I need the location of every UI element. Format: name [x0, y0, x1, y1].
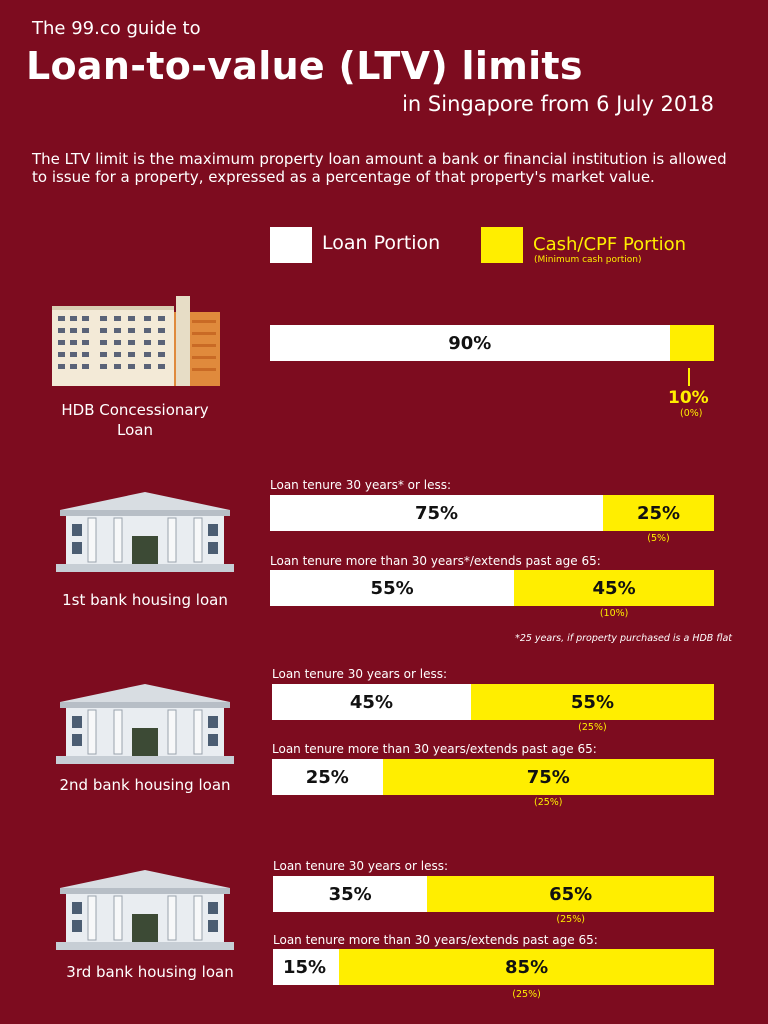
- ltv-bar: [273, 949, 714, 985]
- legend-loan-swatch: [270, 227, 312, 263]
- cash-portion-segment: 65%: [427, 876, 714, 912]
- cash-pointer-line: [688, 368, 690, 386]
- bar-caption: Loan tenure more than 30 years*/extends past age 65:: [270, 554, 601, 568]
- ltv-bar: [272, 759, 714, 795]
- cash-portion-segment: 75%: [383, 759, 715, 795]
- cash-portion-segment: 85%: [339, 949, 714, 985]
- legend-cash-note: (Minimum cash portion): [534, 255, 642, 265]
- category-label-1st: 1st bank housing loan: [62, 591, 228, 609]
- category-label-hdb: [40, 400, 230, 440]
- loan-portion-segment: 15%: [273, 949, 339, 985]
- cash-portion-segment: 25%: [603, 495, 714, 531]
- cash-portion-segment: 45%: [514, 570, 714, 606]
- category-label-line: Loan: [117, 421, 153, 439]
- min-cash-label: (25%): [533, 797, 563, 808]
- cash-portion-segment: [670, 325, 714, 361]
- ltv-bar: [270, 325, 714, 361]
- ltv-bar: [273, 876, 714, 912]
- ltv-bar: [270, 570, 714, 606]
- intro-text: The LTV limit is the maximum property loan amount a bank or financial institution is allowed to issue for a property, expressed as a percentage of that property's market value.: [32, 150, 727, 186]
- min-cash-label: (25%): [578, 722, 607, 733]
- pretitle: The 99.co guide to: [32, 18, 201, 39]
- loan-portion-segment: 35%: [273, 876, 427, 912]
- page-subtitle: in Singapore from 6 July 2018: [402, 92, 714, 116]
- footnote: *25 years, if property purchased is a HDB flat: [515, 633, 732, 644]
- bar-caption: Loan tenure more than 30 years/extends past age 65:: [272, 742, 597, 756]
- loan-portion-segment: 90%: [270, 325, 670, 361]
- min-cash-label: (10%): [599, 608, 629, 619]
- bank-building-icon: [52, 684, 238, 764]
- loan-portion-segment: 25%: [272, 759, 383, 795]
- min-cash-label: (5%): [647, 533, 670, 544]
- hdb-flat-icon: [52, 296, 222, 388]
- category-label-2nd: 2nd bank housing loan: [59, 776, 231, 794]
- bar-caption: Loan tenure 30 years or less:: [272, 667, 448, 681]
- category-label-line: HDB Concessionary: [61, 401, 209, 419]
- min-cash-label: (25%): [556, 914, 585, 925]
- bar-caption: Loan tenure 30 years* or less:: [270, 478, 452, 492]
- cash-portion-segment: 55%: [471, 684, 714, 720]
- min-cash-label: (0%): [680, 408, 703, 419]
- ltv-bar: [272, 684, 714, 720]
- page-title: Loan-to-value (LTV) limits: [26, 44, 583, 88]
- loan-portion-segment: 55%: [270, 570, 514, 606]
- legend-loan-label: Loan Portion: [322, 232, 441, 254]
- loan-portion-segment: 45%: [272, 684, 471, 720]
- legend-cash-label: Cash/CPF Portion: [533, 234, 687, 255]
- bar-caption: Loan tenure 30 years or less:: [273, 859, 449, 873]
- bank-building-icon: [52, 870, 238, 950]
- min-cash-label: (25%): [512, 989, 541, 1000]
- bar-caption: Loan tenure more than 30 years/extends past age 65:: [273, 933, 598, 947]
- category-label-3rd: 3rd bank housing loan: [66, 963, 234, 981]
- loan-portion-segment: 75%: [270, 495, 603, 531]
- ltv-bar: [270, 495, 714, 531]
- legend-cash-swatch: [481, 227, 523, 263]
- cash-pointer-label: 10%: [668, 388, 709, 408]
- bank-building-icon: [52, 492, 238, 572]
